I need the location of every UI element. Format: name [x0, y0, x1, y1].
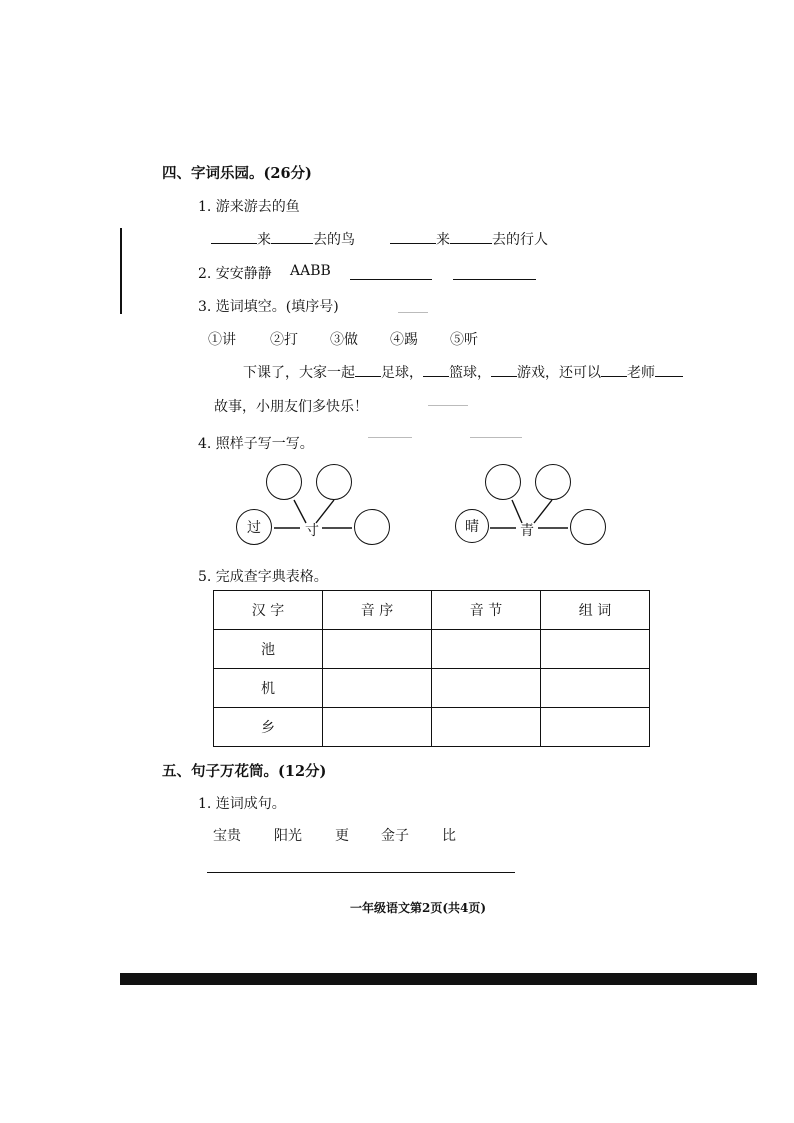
- word-4: 金子: [381, 828, 409, 844]
- q3-option-1: ①讲: [208, 332, 236, 348]
- blank[interactable]: [601, 362, 627, 377]
- blank[interactable]: [355, 362, 381, 377]
- table-row: [214, 630, 650, 669]
- answer-cell[interactable]: [432, 630, 541, 669]
- table-header-row: [214, 591, 650, 630]
- q1-pattern-1: 来 去的鸟: [211, 229, 355, 249]
- blank[interactable]: [450, 229, 492, 244]
- q3-label: 3. 选词填空。(填序号): [198, 299, 339, 315]
- q3-option-4: ④踢: [390, 332, 418, 348]
- answer-cell[interactable]: [541, 630, 650, 669]
- char-cell: 机: [214, 669, 323, 708]
- root-char: 寸: [305, 523, 319, 539]
- word-1: 宝贵: [213, 828, 241, 844]
- root-char: 青: [520, 523, 534, 539]
- q4-label: 4. 照样子写一写。: [198, 436, 314, 452]
- blank[interactable]: [390, 229, 436, 244]
- blank[interactable]: [211, 229, 257, 244]
- scan-mark: [368, 437, 412, 438]
- q1-pattern-2: 来 去的行人: [390, 229, 548, 249]
- q3-option-3: ③做: [330, 332, 358, 348]
- q2-answer-line-2[interactable]: [453, 279, 536, 280]
- header-cell: 音 节: [432, 591, 541, 630]
- answer-cell[interactable]: [323, 669, 432, 708]
- dictionary-table: [213, 590, 650, 747]
- header-cell: 组 词: [541, 591, 650, 630]
- q2-answer-line-1[interactable]: [350, 279, 432, 280]
- q3-option-2: ②打: [270, 332, 298, 348]
- word-5: 比: [442, 828, 456, 844]
- answer-cell[interactable]: [541, 708, 650, 747]
- answer-cell[interactable]: [432, 669, 541, 708]
- scan-mark: [398, 312, 428, 313]
- bottom-bar: [120, 973, 757, 985]
- blank[interactable]: [271, 229, 313, 244]
- q2-label: 2. 安安静静: [198, 266, 272, 282]
- sentence-answer-line[interactable]: [207, 872, 515, 873]
- table-row: [214, 669, 650, 708]
- page-footer: 一年级语文第2页(共4页): [350, 901, 487, 915]
- char-cell: 池: [214, 630, 323, 669]
- q3-sentence-end: 故事，小朋友们多快乐！: [214, 399, 368, 415]
- table-row: [214, 708, 650, 747]
- q2-pattern: AABB: [290, 263, 331, 279]
- answer-cell[interactable]: [323, 708, 432, 747]
- scan-mark: [428, 405, 468, 406]
- word-2: 阳光: [274, 828, 302, 844]
- header-cell: 汉 字: [214, 591, 323, 630]
- header-cell: 音 序: [323, 591, 432, 630]
- scan-mark: [470, 437, 522, 438]
- blank[interactable]: [423, 362, 449, 377]
- connector-lines: [260, 495, 360, 540]
- margin-line: [120, 228, 122, 314]
- char-cell: 乡: [214, 708, 323, 747]
- q3-sentence: 下课了，大家一起 足球， 篮球， 游戏，还可以 老师: [243, 362, 683, 382]
- connector-lines: [478, 495, 578, 540]
- section-4-title: 四、字词乐园。(26分): [162, 165, 312, 182]
- blank[interactable]: [655, 362, 683, 377]
- q1-label: 1. 游来游去的鱼: [198, 199, 300, 215]
- answer-cell[interactable]: [432, 708, 541, 747]
- answer-cell[interactable]: [541, 669, 650, 708]
- answer-cell[interactable]: [323, 630, 432, 669]
- example-circle: 晴: [455, 509, 489, 543]
- example-circle: 过: [236, 509, 272, 545]
- q5-label: 5. 完成查字典表格。: [198, 569, 328, 585]
- s5-q1-label: 1. 连词成句。: [198, 796, 286, 812]
- word-3: 更: [335, 828, 349, 844]
- blank[interactable]: [491, 362, 517, 377]
- q3-option-5: ⑤听: [450, 332, 478, 348]
- section-5-title: 五、句子万花筒。(12分): [162, 763, 327, 780]
